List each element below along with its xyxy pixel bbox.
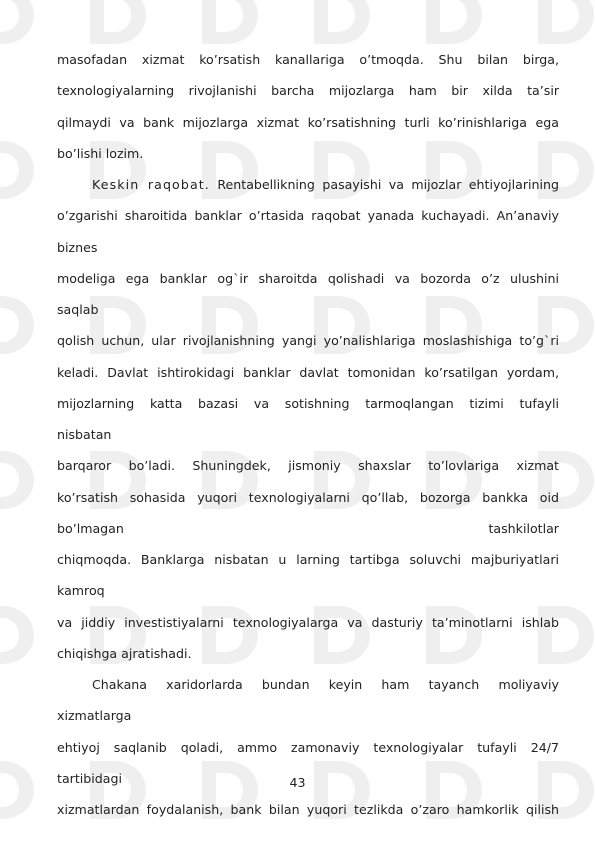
watermark-logo-icon bbox=[530, 0, 595, 50]
text-line bbox=[92, 177, 559, 193]
line-text: mijozlarning katta bazasi va sotishning tarmoqlangan tizimi tufayli bbox=[57, 395, 559, 411]
line-text: qilmaydi va bank mijozlarga xizmat ko’rsatishning turli ko’rinishlariga ega bbox=[57, 114, 559, 130]
line-text: Rentabellikning pasayishi va mijozlar ehtiyojlarining bbox=[209, 177, 559, 192]
text-line bbox=[57, 115, 559, 131]
text-line bbox=[57, 333, 559, 349]
line-text: chiqmoqda. Banklarga nisbatan u larning tartibga soluvchi majburiyatlari bbox=[57, 552, 559, 567]
line-text: xizmatlarga bbox=[57, 708, 132, 724]
paragraph-lead: Keskin raqobat. bbox=[92, 177, 210, 192]
line-text: biznes bbox=[57, 239, 98, 255]
text-line bbox=[57, 521, 559, 537]
text-line bbox=[57, 740, 559, 756]
text-line bbox=[57, 646, 559, 662]
line-text: nisbatan bbox=[57, 427, 112, 442]
line-text: qolish uchun, ular rivojlanishning yangi yo’nalishlariga moslashishiga to’g`ri bbox=[57, 333, 559, 349]
text-line bbox=[57, 240, 559, 256]
watermark-logo-icon bbox=[0, 0, 40, 50]
text-line bbox=[57, 52, 559, 68]
text-line bbox=[57, 271, 559, 287]
line-text: saqlab bbox=[57, 302, 99, 317]
line-text: bo’lmagan tashkilotlar bbox=[57, 520, 559, 536]
watermark-logo-icon bbox=[530, 290, 595, 360]
text-line bbox=[57, 302, 559, 318]
text-line bbox=[57, 490, 559, 506]
line-text: ko’rsatish sohasida yuqori texnologiyalarni qo’llab, bozorga bankka oid bbox=[57, 489, 559, 505]
watermark-logo-icon bbox=[306, 290, 376, 360]
line-text: kamroq bbox=[57, 583, 105, 599]
line-text: texnologiyalarning rivojlanishi barcha mijozlarga ham bir xilda ta’sir bbox=[57, 83, 559, 99]
line-text: xizmatlardan foydalanish, bank bilan yuqori tezlikda o’zaro hamkorlik qilish bbox=[57, 802, 559, 817]
text-line bbox=[92, 677, 559, 693]
text-line bbox=[57, 365, 559, 381]
watermark-logo-icon bbox=[0, 135, 40, 205]
watermark-logo-icon bbox=[194, 290, 264, 360]
text-line bbox=[57, 146, 559, 162]
watermark-logo-icon bbox=[0, 600, 40, 670]
text-line bbox=[57, 583, 559, 599]
line-text: modeliga ega banklar og`ir sharoitda qolishadi va bozorda o’z ulushini bbox=[57, 270, 559, 286]
text-line bbox=[57, 208, 559, 224]
line-text: barqaror bo’ladi. Shuningdek, jismoniy shaxslar to’lovlariga xizmat bbox=[57, 458, 559, 474]
text-line bbox=[57, 396, 559, 412]
text-line bbox=[57, 83, 559, 99]
text-line bbox=[57, 458, 559, 474]
line-text: Chakana xaridorlarda bundan keyin ham tayanch moliyaviy bbox=[92, 677, 559, 692]
text-line bbox=[57, 802, 559, 818]
line-text: keladi. Davlat ishtirokidagi banklar davlat tomonidan ko’rsatilgan yordam, bbox=[57, 364, 559, 380]
text-line bbox=[57, 708, 559, 724]
line-text: ehtiyoj saqlanib qoladi, ammo zamonaviy texnologiyalar tufayli 24/7 bbox=[57, 739, 559, 755]
text-line bbox=[57, 552, 559, 568]
text-line bbox=[57, 427, 559, 443]
watermark-logo-icon bbox=[418, 0, 488, 50]
watermark-logo-icon bbox=[418, 290, 488, 360]
watermark-logo-icon bbox=[82, 290, 152, 360]
line-text: tartibidagi bbox=[57, 770, 122, 786]
watermark-logo-icon bbox=[306, 0, 376, 50]
line-text: masofadan xizmat ko’rsatish kanallariga o’tmoqda. Shu bilan birga, bbox=[57, 52, 559, 67]
watermark-logo-icon bbox=[0, 445, 40, 515]
watermark-logo-icon bbox=[194, 0, 264, 50]
watermark-logo-icon bbox=[0, 290, 40, 360]
line-text: o’zgarishi sharoitida banklar o’rtasida raqobat yanada kuchayadi. An’anaviy bbox=[57, 208, 559, 224]
line-text: bo’lishi lozim. bbox=[57, 145, 144, 161]
line-text: va jiddiy investistiyalarni texnologiyalarga va dasturiy ta’minotlarni ishlab bbox=[57, 614, 559, 630]
page-number: 43 bbox=[289, 775, 306, 790]
watermark-logo-icon bbox=[0, 755, 40, 825]
text-line bbox=[57, 615, 559, 631]
line-text: chiqishga ajratishadi. bbox=[57, 645, 192, 661]
watermark-logo-icon bbox=[82, 0, 152, 50]
